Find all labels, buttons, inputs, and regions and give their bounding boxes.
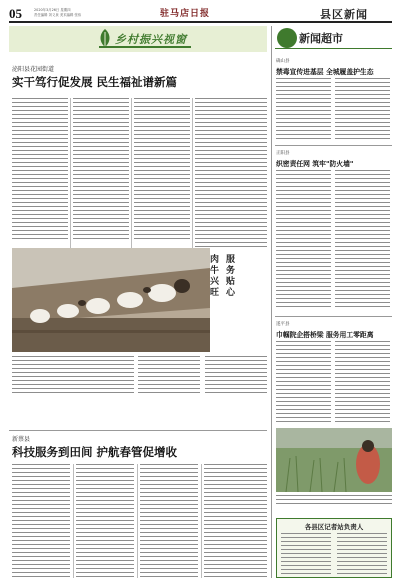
sidebar-rule: [275, 145, 392, 146]
banner-underline: [99, 46, 191, 48]
story2-headline: 科技服务到田间 护航春管促增收: [12, 445, 178, 459]
story1-col1-text: [12, 98, 68, 242]
story2-col3-text: [140, 464, 198, 578]
col-divider: [73, 464, 74, 578]
story1-col3-text: [134, 98, 190, 242]
sidebar-rule: [275, 316, 392, 317]
contacts-box-title: 各县区记者站负责人: [304, 523, 364, 531]
story2-rule: [9, 430, 267, 431]
sidebar-header: [275, 26, 392, 52]
story1-headline: 实干笃行促发展 民生福祉谱新篇: [12, 75, 178, 89]
section-title: 县区新闻: [320, 8, 368, 21]
story2-kicker: 新蔡县: [12, 436, 31, 443]
sidebar-item-text: [335, 341, 390, 425]
sidebar-photo: [276, 428, 392, 492]
sidebar-item-place: 遂平县: [276, 322, 290, 327]
contacts-list: [281, 533, 331, 575]
vertical-caption-line: 服务贴心: [224, 254, 234, 298]
story1-kicker: 泌阳县花园街道: [12, 66, 55, 73]
story1-col4-text: [195, 98, 267, 248]
sidebar-item-text: [335, 78, 390, 140]
banner-leaf-icon: [97, 28, 113, 48]
masthead-logo: 驻马店日报: [160, 9, 211, 19]
story1-col2b-text: [138, 356, 200, 396]
contacts-box: [276, 518, 392, 578]
story2-col2-text: [76, 464, 134, 578]
col-divider: [201, 464, 202, 578]
sidebar-item-headline: 巾帼院企搭桥梁 服务用工零距离: [276, 331, 374, 339]
editor-line: 责任编辑 刘义泉 美术编辑 张伟: [34, 13, 82, 17]
sidebar-logo-icon: [277, 28, 297, 48]
col-divider: [131, 98, 132, 248]
banner-title: 乡村振兴视窗: [115, 33, 187, 46]
col-divider: [192, 98, 193, 248]
sidebar-title-underline: [275, 48, 392, 49]
story1-col3b-text: [205, 356, 267, 396]
sidebar-item-text: [276, 170, 331, 310]
sidebar-item-headline: 织密责任网 筑牢"防火墙": [276, 160, 354, 168]
cattle-photo: [12, 248, 210, 352]
sidebar-item-place: 确山县: [276, 59, 290, 64]
contacts-list: [337, 533, 387, 575]
page-number: 05: [9, 6, 22, 21]
sidebar-divider: [271, 26, 272, 578]
story1-col2-text: [73, 98, 129, 242]
sidebar-item-headline: 禁毒宣传进基层 全城履盖护生态: [276, 68, 374, 76]
sidebar-item-place: 正阳县: [276, 151, 290, 156]
sidebar-title: 新闻超市: [299, 32, 343, 45]
vertical-caption-line: 肉牛兴旺: [208, 254, 218, 298]
story2-col1-text: [12, 464, 70, 578]
banner: [9, 26, 267, 52]
story2-col4-text: [204, 464, 267, 578]
col-divider: [137, 464, 138, 578]
story1-photo-caption: [12, 356, 134, 396]
date-line: 2020年3月26日 星期四: [34, 8, 71, 12]
col-divider: [70, 98, 71, 248]
header-rule: [9, 21, 392, 23]
sidebar-photo-caption: [276, 495, 392, 504]
sidebar-item-text: [276, 341, 331, 425]
sidebar-item-text: [276, 78, 331, 140]
vertical-caption: [208, 254, 236, 334]
sidebar-item-text: [335, 170, 390, 310]
